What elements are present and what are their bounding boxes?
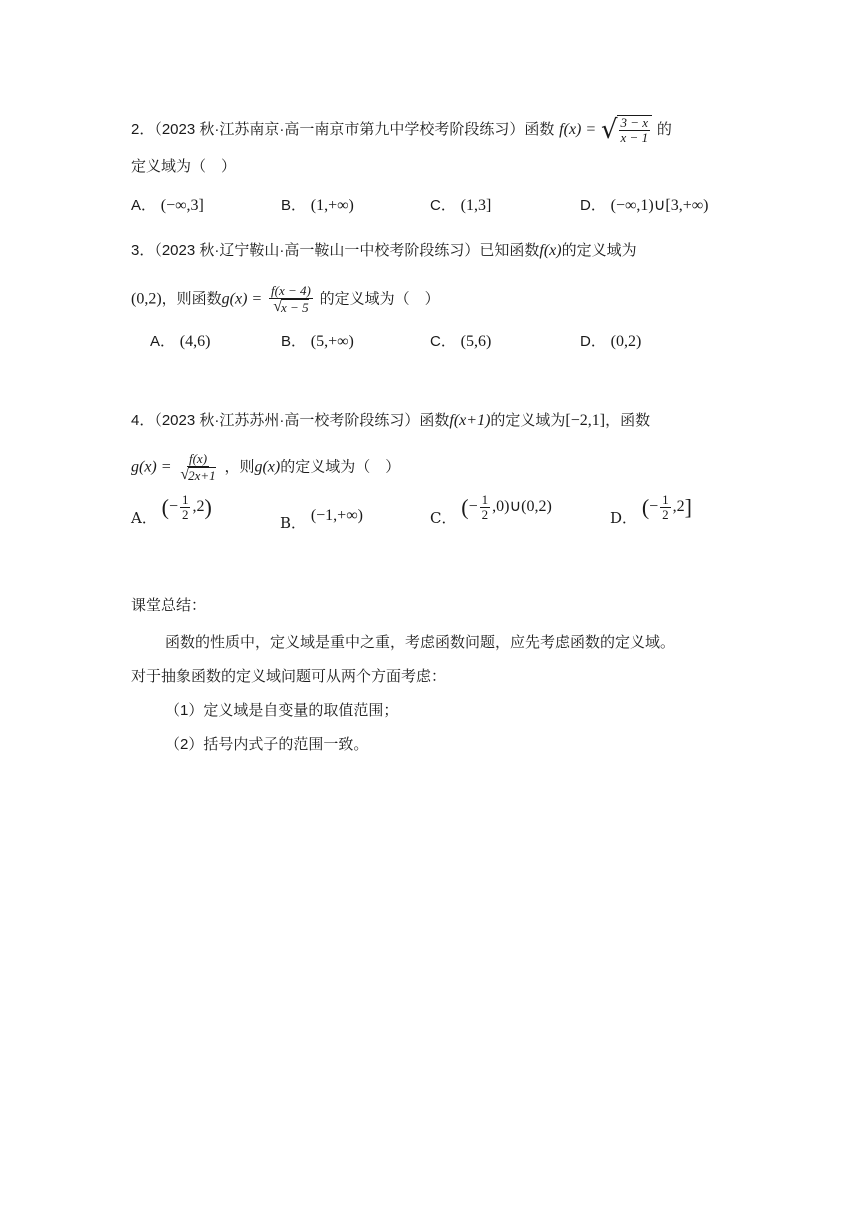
question-text: 的定义域为（ ） xyxy=(319,289,440,308)
math-fraction: $\frac{3 - x}{x - 1}$ xyxy=(620,115,649,145)
math-interval: [−2,1] xyxy=(565,412,606,429)
math-function: f(x) = xyxy=(559,121,597,138)
math-function: f(x) xyxy=(539,242,562,259)
question-number: 2． xyxy=(131,121,155,138)
option-c[interactable]: C． (− $\frac{1}{2}$ ,0)∪(0,2) xyxy=(430,492,552,528)
summary-heading: 课堂总结： xyxy=(131,596,207,614)
option-b[interactable]: B． (−1,+∞) xyxy=(280,507,363,532)
question-text: 函数 xyxy=(524,120,555,138)
option-a[interactable]: A． (−∞,3] xyxy=(131,197,204,214)
question-text: ，函数 xyxy=(605,411,651,429)
question-text: 的定义域为（ ） xyxy=(280,457,401,476)
option-a[interactable]: A． (− $\frac{1}{2}$ ,2) xyxy=(131,492,212,528)
option-d[interactable]: D． (−∞,1)∪[3,+∞) xyxy=(580,197,709,214)
option-d[interactable]: D． (− $\frac{1}{2}$ ,2] xyxy=(610,492,692,528)
question-3-line2 xyxy=(131,284,440,315)
question-text: 的定义域为 xyxy=(490,411,566,429)
option-c[interactable]: C． (5,6) xyxy=(430,333,492,350)
math-function: g(x) = xyxy=(131,458,172,476)
math-fraction: f(x − 4) √ x − 5 xyxy=(271,283,311,316)
option-b[interactable]: B． (1,+∞) xyxy=(281,197,354,214)
question-number: 3． xyxy=(131,242,155,259)
option-c[interactable]: C． (1,3] xyxy=(430,197,492,214)
math-function: g(x) xyxy=(254,458,281,476)
math-interval: (0,2) xyxy=(131,290,162,308)
summary-paragraph: 函数的性质中，定义域是重中之重，考虑函数问题，应先考虑函数的定义域。 xyxy=(165,633,676,651)
question-text: ，则函数 xyxy=(161,289,222,308)
math-fraction: f(x) √ 2x+1 xyxy=(180,451,216,484)
option-b[interactable]: B． (5,+∞) xyxy=(281,333,354,350)
question-source: （2023 秋·江苏苏州·高一校考阶段练习） xyxy=(154,412,420,429)
question-2-line1 xyxy=(131,115,672,145)
question-source: （2023 秋·江苏南京·高一南京市第九中学校考阶段练习） xyxy=(154,121,525,138)
summary-item-2: （2）括号内式子的范围一致。 xyxy=(165,735,369,753)
question-4-line1 xyxy=(131,410,650,431)
question-text: 的定义域为 xyxy=(561,241,637,259)
question-text: 的 xyxy=(656,120,672,138)
question-3-line1 xyxy=(131,240,637,261)
math-function: g(x) = xyxy=(221,290,263,308)
question-2-line2: 定义域为（ ） xyxy=(131,157,237,175)
math-function: f(x+1) xyxy=(449,412,491,429)
summary-item-1: （1）定义域是自变量的取值范围； xyxy=(165,701,399,719)
option-d[interactable]: D． (0,2) xyxy=(580,333,642,350)
question-text: ，则 xyxy=(224,457,255,476)
math-sqrt: √ $\frac{3 - x}{x - 1}$ xyxy=(601,115,652,145)
question-text: 函数 xyxy=(419,411,450,429)
question-text: 已知函数 xyxy=(479,241,540,259)
summary-paragraph: 对于抽象函数的定义域问题可从两个方面考虑： xyxy=(131,667,447,685)
question-source: （2023 秋·辽宁鞍山·高一鞍山一中校考阶段练习） xyxy=(154,242,480,259)
question-4-line2 xyxy=(131,452,400,483)
option-a[interactable]: A． (4,6) xyxy=(150,333,211,350)
question-number: 4． xyxy=(131,412,155,429)
